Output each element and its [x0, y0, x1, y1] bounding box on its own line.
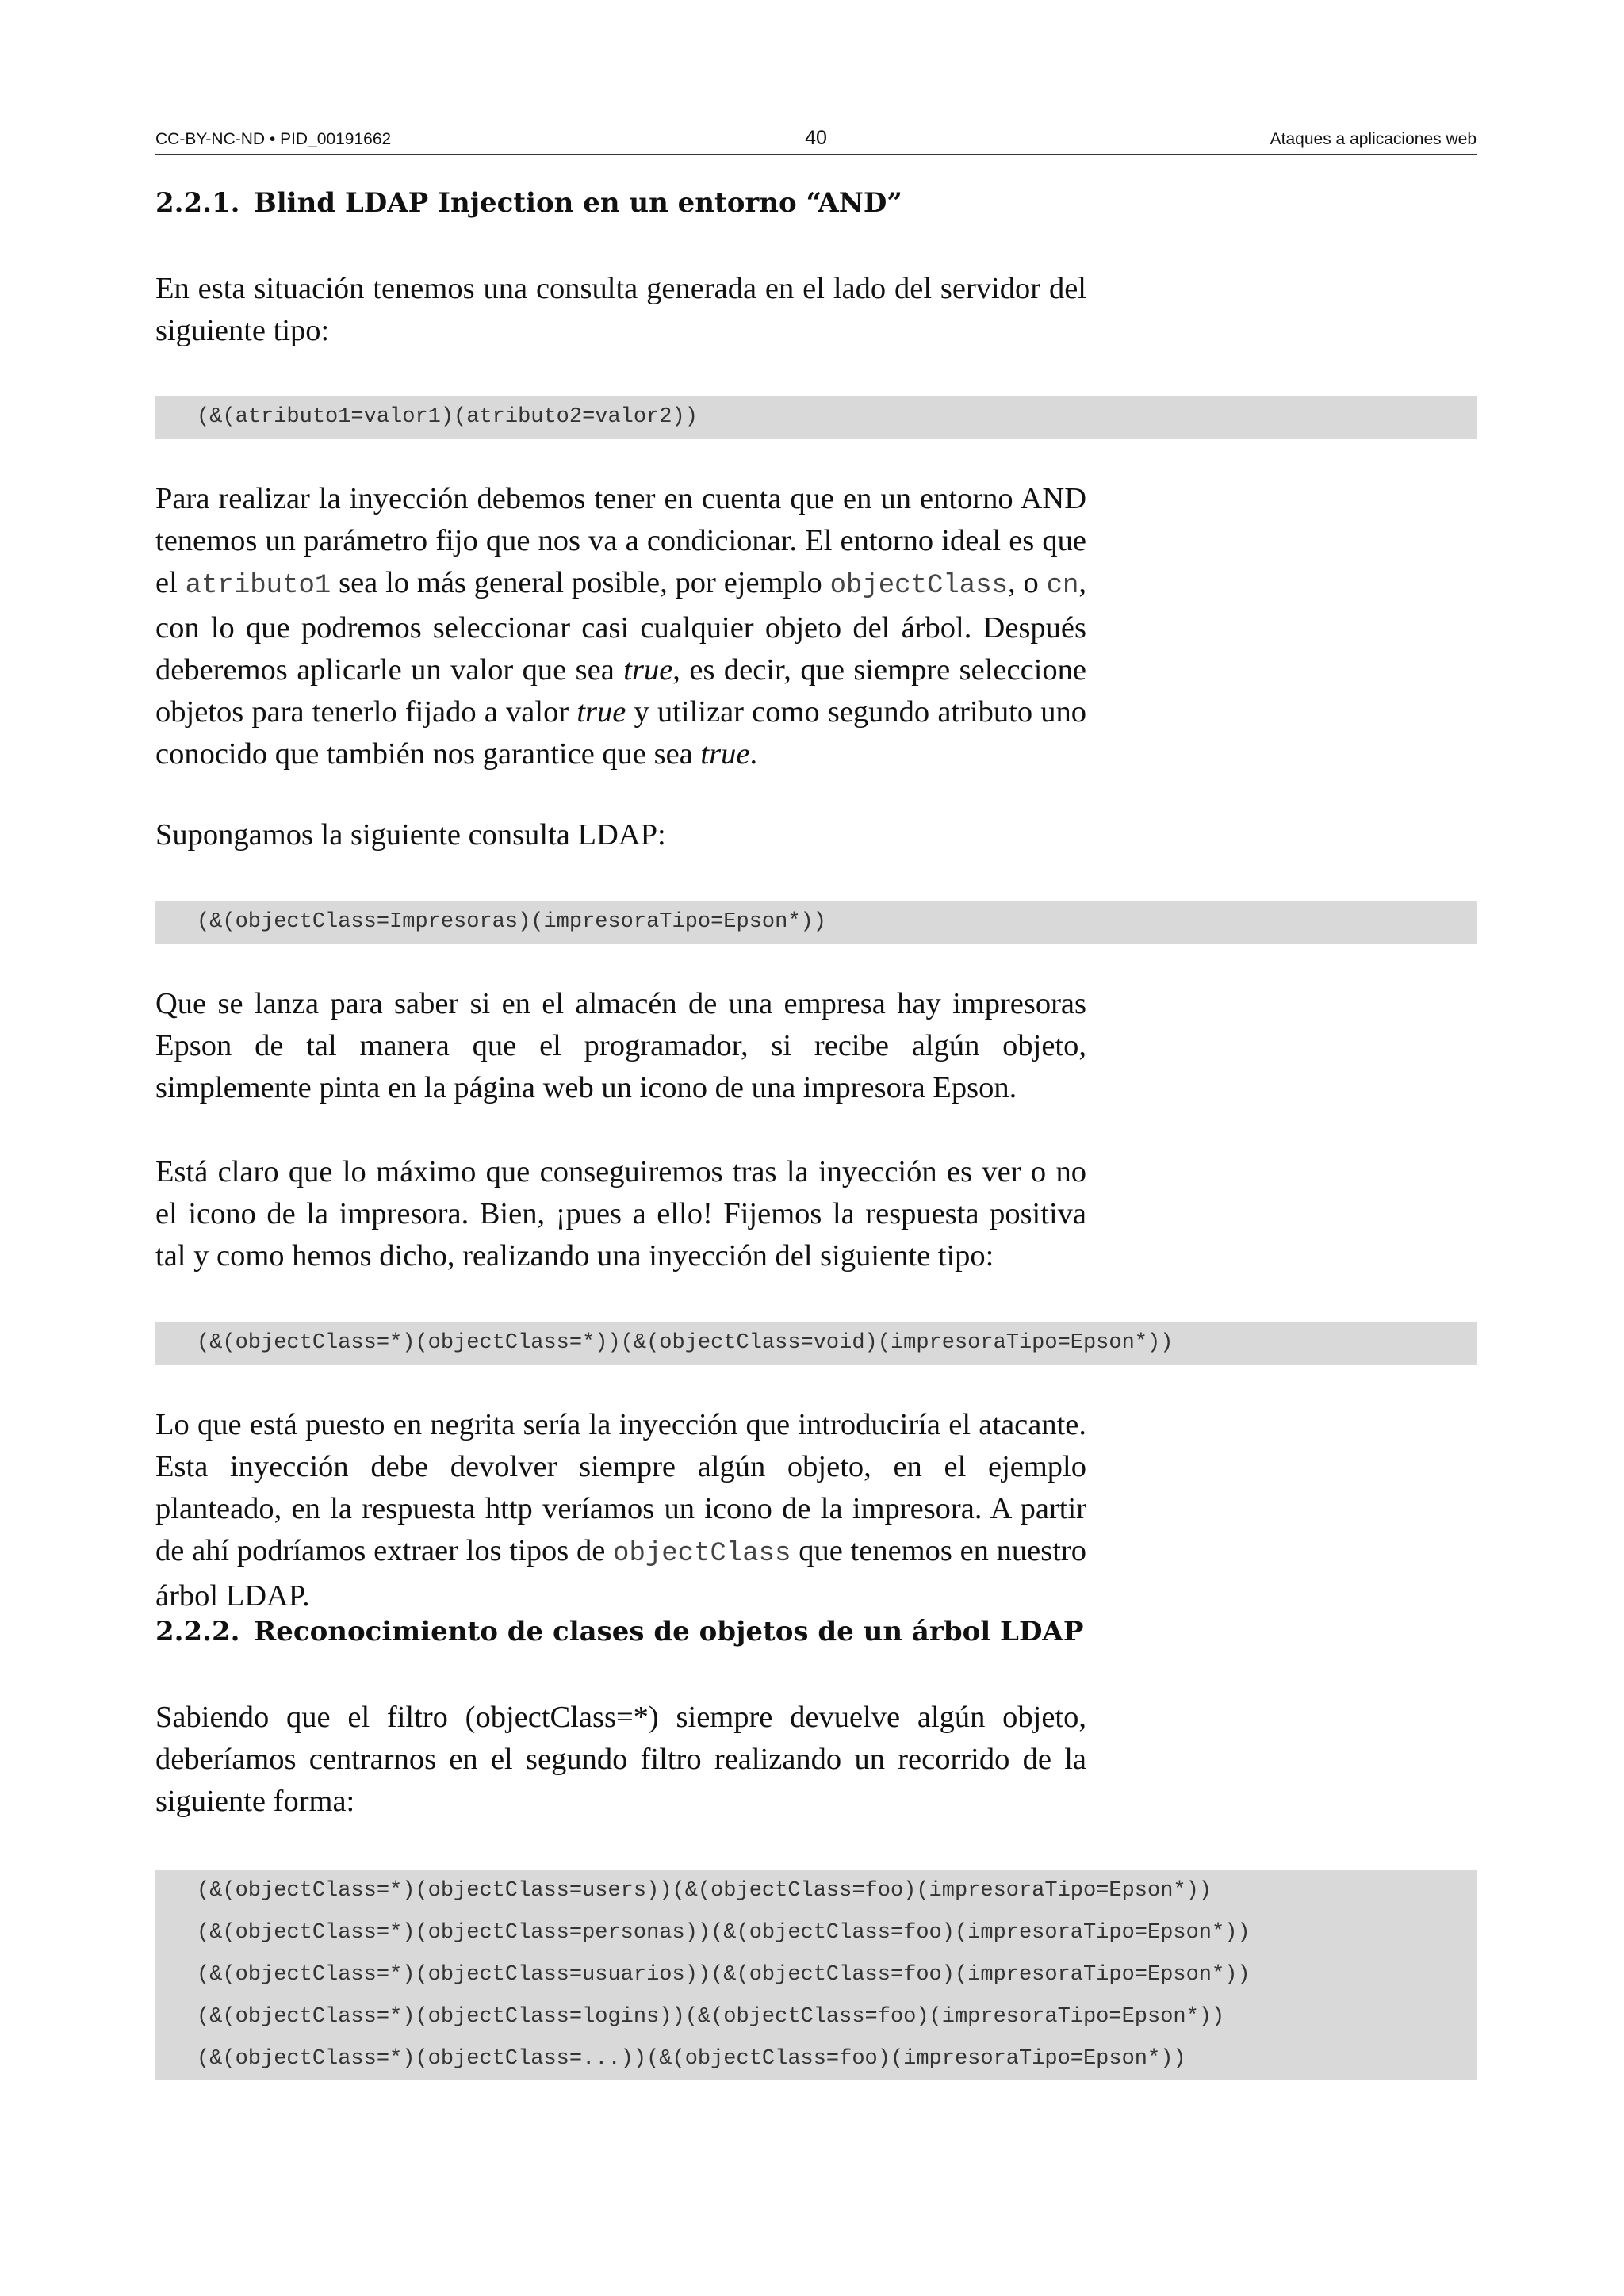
page-header	[155, 127, 1477, 155]
inline-code: objectClass	[613, 1539, 791, 1569]
code-line: (&(objectClass=*)(objectClass=usuarios))(&(objectClass=foo)(impresoraTipo=Epson*))	[197, 1963, 1251, 1987]
paragraph-intro: En esta situación tenemos una consulta generada en el lado del servidor del siguiente tipo:	[155, 272, 1086, 347]
emphasis: true	[700, 737, 750, 771]
text-run: que tenemos en nuestro árbol LDAP.	[155, 1534, 1086, 1613]
paragraph-injection-result	[155, 1404, 1086, 1617]
section-heading-2-2-2	[155, 1616, 1083, 1647]
text-run: , o	[1008, 566, 1047, 599]
paragraph-injection-intro: Está claro que lo máximo que conseguiremos tras la inyección es ver o no el icono de la impresora. Bien, ¡pues a ello! Fijemos la respuesta positiva tal y como hemos dicho, realizando una inyección del siguiente tipo:	[155, 1155, 1086, 1272]
emphasis: true	[623, 653, 673, 687]
section-title: Blind LDAP Injection en un entorno “AND”	[254, 187, 902, 219]
text-run: sea lo más general posible, por ejemplo	[331, 566, 830, 599]
section-heading-2-2-1	[155, 187, 902, 219]
license-id: CC-BY-NC-ND • PID_00191662	[155, 130, 392, 148]
code-line: (&(objectClass=Impresoras)(impresoraTipo=Epson*))	[197, 910, 826, 934]
paragraph-suppose-query: Supongamos la siguiente consulta LDAP:	[155, 818, 666, 851]
text-run: , es decir, que siempre seleccione objetos para tenerlo fijado a valor	[155, 653, 1086, 729]
code-line: (&(objectClass=*)(objectClass=*))(&(objectClass=void)(impresoraTipo=Epson*))	[197, 1331, 1174, 1355]
inline-code: atributo1	[185, 571, 331, 601]
paragraph-printer-explanation: Que se lanza para saber si en el almacén de una empresa hay impresoras Epson de tal manera que el programador, si recibe algún objeto, simplemente pinta en la página web un icono de una impresora Epson.	[155, 987, 1086, 1104]
code-block-injection	[155, 1322, 1477, 1365]
page-number: 40	[805, 127, 827, 149]
text-run: .	[749, 737, 758, 771]
code-line: (&(objectClass=*)(objectClass=personas))(&(objectClass=foo)(impresoraTipo=Epson*))	[197, 1921, 1251, 1945]
inline-code: objectClass	[829, 571, 1008, 601]
code-line: (&(objectClass=*)(objectClass=users))(&(objectClass=foo)(impresoraTipo=Epson*))	[197, 1879, 1212, 1903]
text-run: , con lo que podremos seleccionar casi cualquier objeto del árbol. Después deberemos aplicarle un valor que sea	[155, 566, 1086, 687]
text-run: y utilizar como segundo atributo uno conocido que también nos garantice que sea	[155, 695, 1086, 771]
code-block-generic-query	[155, 396, 1477, 439]
section-title: Reconocimiento de clases de objetos de un árbol LDAP	[254, 1616, 1084, 1647]
text-run: Para realizar la inyección debemos tener en cuenta que en un entorno AND tenemos un parámetro fijo que nos va a condicionar. El entorno ideal es que el	[155, 482, 1086, 599]
paragraph-and-environment	[155, 478, 1086, 775]
code-line: (&(atributo1=valor1)(atributo2=valor2))	[197, 405, 698, 429]
code-block-printer-query	[155, 901, 1477, 944]
code-line: (&(objectClass=*)(objectClass=...))(&(objectClass=foo)(impresoraTipo=Epson*))	[197, 2047, 1186, 2071]
paragraph-objectclass-filter: Sabiendo que el filtro (objectClass=*) siempre devuelve algún objeto, deberíamos centrarnos en el segundo filtro realizando un recorrido de la siguiente forma:	[155, 1701, 1086, 1818]
section-number: 2.2.1.	[155, 187, 240, 219]
code-line: (&(objectClass=*)(objectClass=logins))(&(objectClass=foo)(impresoraTipo=Epson*))	[197, 2005, 1225, 2029]
text-run: Lo que está puesto en negrita sería la inyección que introduciría el atacante. Esta inyección debe devolver siempre algún objeto, en el ejemplo planteado, en la respuesta http veríamos un icono de la impresora. A partir de ahí podríamos extraer los tipos de	[155, 1408, 1086, 1567]
running-title: Ataques a aplicaciones web	[1270, 130, 1477, 148]
code-block-objectclass-enumeration	[155, 1870, 1477, 2080]
section-number: 2.2.2.	[155, 1616, 240, 1647]
emphasis: true	[576, 695, 626, 729]
inline-code: cn	[1046, 571, 1079, 601]
